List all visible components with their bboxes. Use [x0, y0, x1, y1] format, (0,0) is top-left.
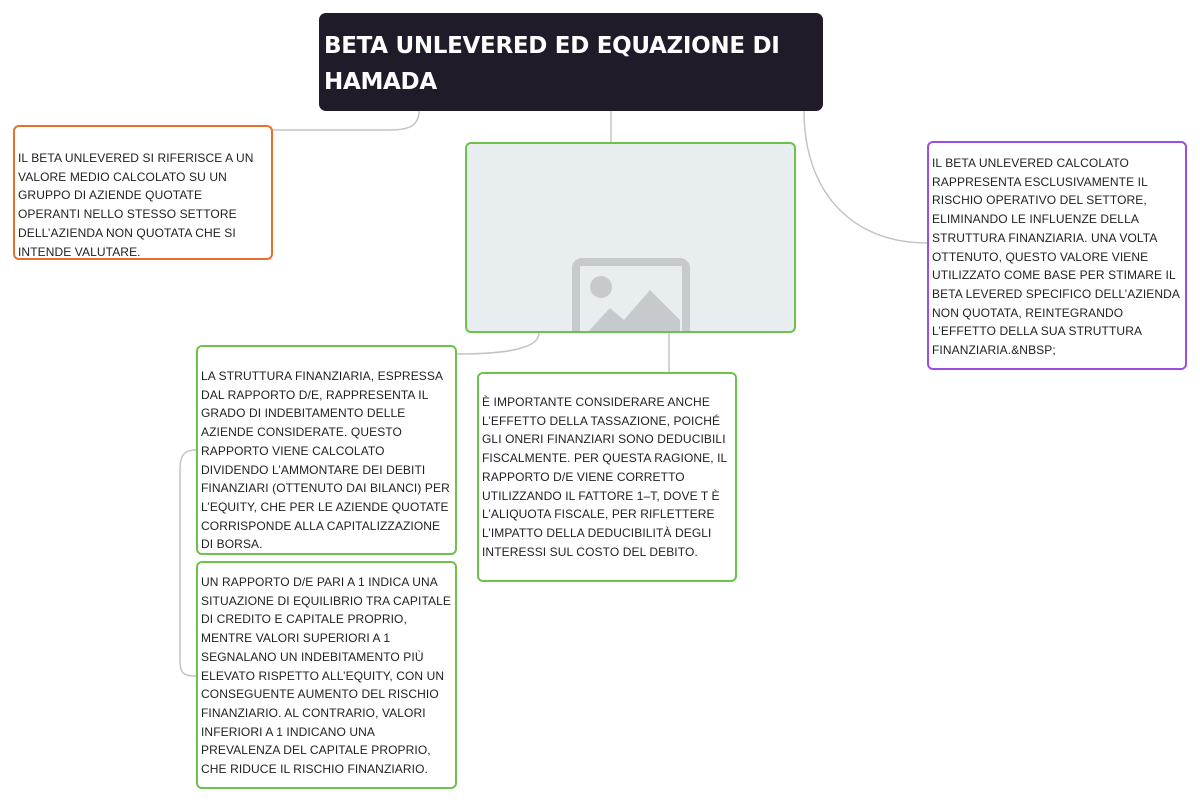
central-topic[interactable]: [319, 13, 823, 111]
connector-sibling-bracket: [180, 450, 196, 676]
topic-node-text: È IMPORTANTE CONSIDERARE ANCHE L’EFFETTO DELLA TASSAZIONE, POICHÉ GLI ONERI FINANZIARI SONO DEDUCIBILI FISCALMENTE. PER QUESTA RAGIONE, IL RAPPORTO D/E VIENE CORRETTO UTILIZZANDO IL FATTORE 1–T, DOVE T È L’ALIQUOTA FISCALE, PER RIFLETTERE L’IMPATTO DELLA DEDUCIBILITÀ DEGLI INTERESSI SUL COSTO DEL DEBITO.: [482, 395, 727, 559]
topic-node-de-ratio[interactable]: [196, 561, 457, 789]
central-topic-title: BETA UNLEVERED ED EQUAZIONE DI HAMADA: [324, 33, 780, 95]
topic-node-unlevered-definition[interactable]: [13, 125, 273, 260]
topic-node-taxation[interactable]: [477, 372, 737, 582]
image-icon: [572, 258, 692, 333]
topic-node-text: LA STRUTTURA FINANZIARIA, ESPRESSA DAL RAPPORTO D/E, RAPPRESENTA IL GRADO DI INDEBITAMENTO DELLE AZIENDE CONSIDERATE. QUESTO RAPPORTO VIENE CALCOLATO DIVIDENDO L’AMMONTARE DEI DEBITI FINANZIARI (OTTENUTO DAI BILANCI) PER L’EQUITY, CHE PER LE AZIENDE QUOTATE CORRISPONDE ALLA CAPITALIZZAZIONE DI BORSA.: [201, 369, 450, 552]
image-placeholder-node[interactable]: [465, 142, 796, 333]
connector-central-to-left: [273, 111, 419, 130]
topic-node-unlevered-usage[interactable]: [927, 141, 1187, 370]
connector-image-to-financial-structure: [457, 333, 539, 354]
topic-node-text: IL BETA UNLEVERED CALCOLATO RAPPRESENTA ESCLUSIVAMENTE IL RISCHIO OPERATIVO DEL SETTORE, ELIMINANDO LE INFLUENZE DELLA STRUTTURA FINANZIARIA. UNA VOLTA OTTENUTO, QUESTO VALORE VIENE UTILIZZATO COME BASE PER STIMARE IL BETA LEVERED SPECIFICO DELL’AZIENDA NON QUOTATA, REINTEGRANDO L’EFFETTO DELLA SUA STRUTTURA FINANZIARIA.&NBSP;: [932, 156, 1180, 358]
topic-node-financial-structure[interactable]: [196, 345, 457, 555]
topic-node-text: UN RAPPORTO D/E PARI A 1 INDICA UNA SITUAZIONE DI EQUILIBRIO TRA CAPITALE DI CREDITO E CAPITALE PROPRIO, MENTRE VALORI SUPERIORI A 1 SEGNALANO UN INDEBITAMENTO PIÙ ELEVATO RISPETTO ALL’EQUITY, CON UN CONSEGUENTE AUMENTO DEL RISCHIO FINANZIARIO. AL CONTRARIO, VALORI INFERIORI A 1 INDICANO UNA PREVALENZA DEL CAPITALE PROPRIO, CHE RIDUCE IL RISCHIO FINANZIARIO.: [201, 575, 451, 777]
topic-node-text: IL BETA UNLEVERED SI RIFERISCE A UN VALORE MEDIO CALCOLATO SU UN GRUPPO DI AZIENDE QUOTATE OPERANTI NELLO STESSO SETTORE DELL’AZIENDA NON QUOTATA CHE SI INTENDE VALUTARE.: [18, 151, 254, 259]
connector-central-to-right: [804, 111, 927, 243]
